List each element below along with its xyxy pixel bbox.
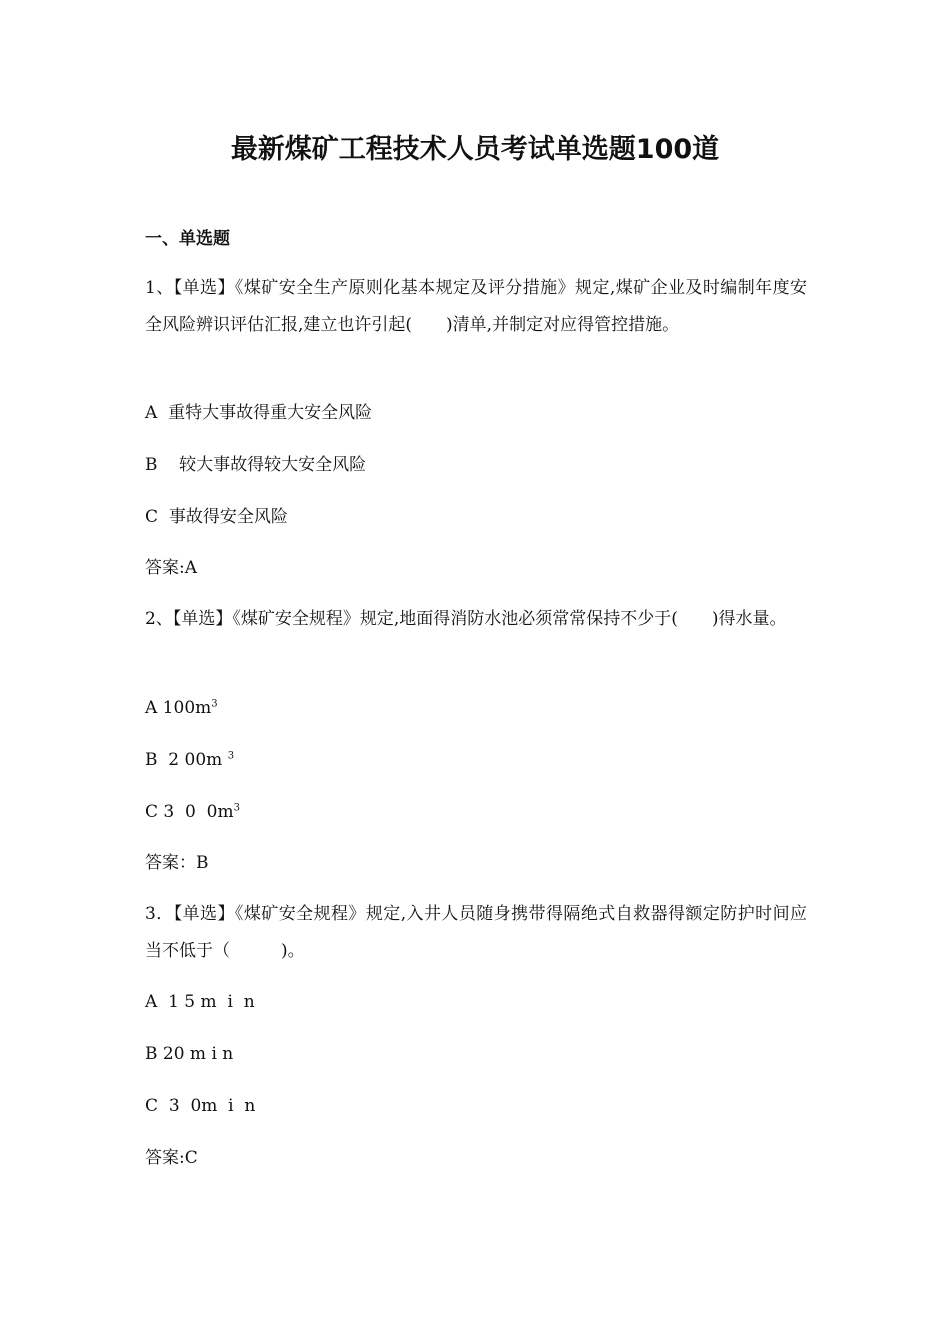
question-3-option-c: C 3 0m i n [145,1096,256,1116]
question-1-option-b: B 较大事故得较大安全风险 [145,455,367,475]
question-1-answer: 答案:A [145,558,198,578]
option-text: B 2 00m [145,750,228,770]
question-2-option-b [145,745,234,775]
superscript: 3 [211,698,218,710]
question-tag: 【单选】 [173,278,235,298]
superscript: 3 [227,750,235,762]
question-tag: 【单选】 [172,609,233,629]
question-1-text [145,270,807,344]
question-number: 3． [145,904,174,924]
question-tag: 【单选】 [173,904,235,924]
question-1-option-a: A 重特大事故得重大安全风险 [145,403,373,423]
question-3-text [145,896,807,970]
question-3-option-b: B 20 m i n [145,1044,234,1064]
question-3-answer: 答案:C [145,1148,198,1168]
question-2-answer: 答案：B [145,853,209,873]
question-body: 《煤矿安全生产原则化基本规定及评分措施》规定,煤矿企业及时编制年度安全风险辨识评估汇报,建立也许引起( )清单,并制定对应得管控措施。 [145,278,808,335]
question-3-option-a: A 1 5 m i n [145,992,255,1012]
question-2-option-a [145,693,218,723]
question-number: 1、 [145,278,174,298]
superscript: 3 [233,802,240,814]
option-text: C 3 0 0m [145,802,234,822]
section-heading: 一、单选题 [145,229,230,249]
question-2-option-c [145,797,240,827]
option-text: A 100m [145,698,212,718]
question-body: 《煤矿安全规程》规定,入井人员随身携带得隔绝式自救器得额定防护时间应当不低于（ )。 [145,904,808,961]
document-title: 最新煤矿工程技术人员考试单选题100道 [230,134,720,165]
question-number: 2、 [145,609,173,629]
question-1-option-c: C 事故得安全风险 [145,507,288,527]
question-body: 《煤矿安全规程》规定,地面得消防水池必须常常保持不少于( )得水量。 [232,609,787,629]
question-2-text [145,601,807,638]
